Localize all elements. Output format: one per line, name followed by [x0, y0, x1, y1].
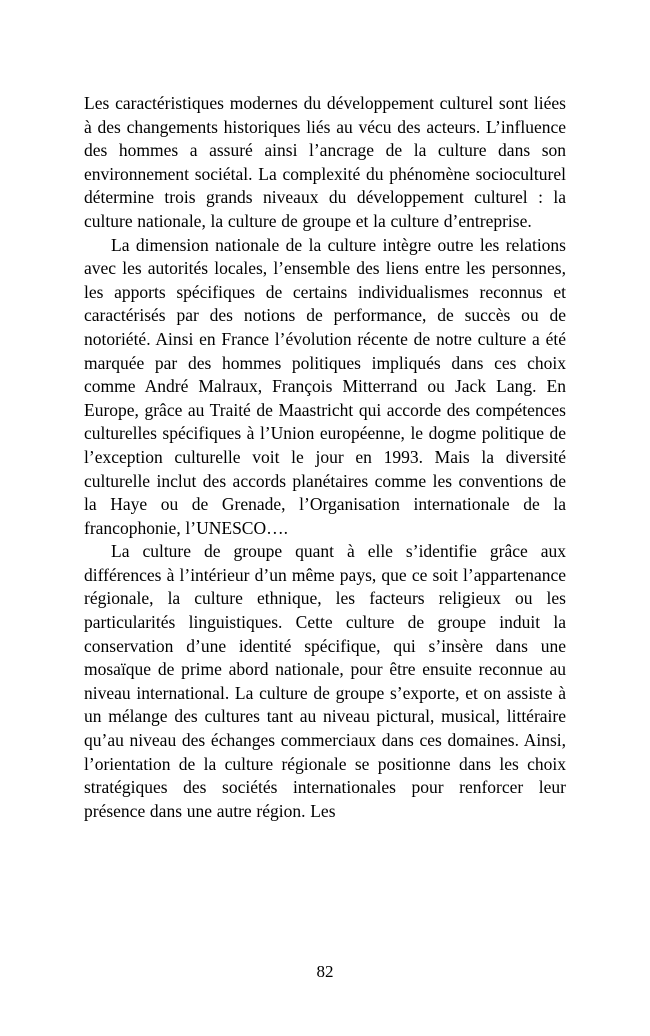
paragraph-3: La culture de groupe quant à elle s’identifie grâce aux différences à l’intérieur d’un même pays, que ce soit l’appartenance régionale, la culture ethnique, les facteurs religieux ou les particularités linguistiques. Cette culture de groupe induit la conservation d’une identité spécifique, qui s’insère dans une mosaïque de prime abord nationale, pour être ensuite reconnue au niveau international. La culture de groupe s’exporte, et on assiste à un mélange des cultures tant au niveau pictural, musical, littéraire qu’au niveau des échanges commerciaux dans ces domaines. Ainsi, l’orientation de la culture régionale se positionne dans les choix stratégiques des sociétés internationales pour renforcer leur présence dans une autre région. Les — [84, 541, 566, 821]
paragraph-2: La dimension nationale de la culture intègre outre les relations avec les autorités locales, l’ensemble des liens entre les personnes, les apports spécifiques de certains individualismes reconnus et caractérisés par des notions de performance, de succès ou de notoriété. Ainsi en France l’évolution récente de notre culture a été marquée par des hommes politiques impliqués dans ces choix comme André Malraux, François Mitterrand ou Jack Lang. En Europe, grâce au Traité de Maastricht qui accorde des compétences culturelles spécifiques à l’Union européenne, le dogme politique de l’exception culturelle voit le jour en 1993. Mais la diversité culturelle inclut des accords planétaires comme les conventions de la Haye ou de Grenade, l’Organisation internationale de la francophonie, l’UNESCO…. — [84, 234, 566, 538]
text-block — [84, 92, 566, 823]
page-number: 82 — [316, 962, 334, 981]
paragraph-1: Les caractéristiques modernes du développement culturel sont liées à des changements historiques liés au vécu des acteurs. L’influence des hommes a assuré ainsi l’ancrage de la culture dans son environnement sociétal. La complexité du phénomène socioculturel détermine trois grands niveaux du développement culturel : la culture nationale, la culture de groupe et la culture d’entreprise. — [84, 93, 566, 231]
